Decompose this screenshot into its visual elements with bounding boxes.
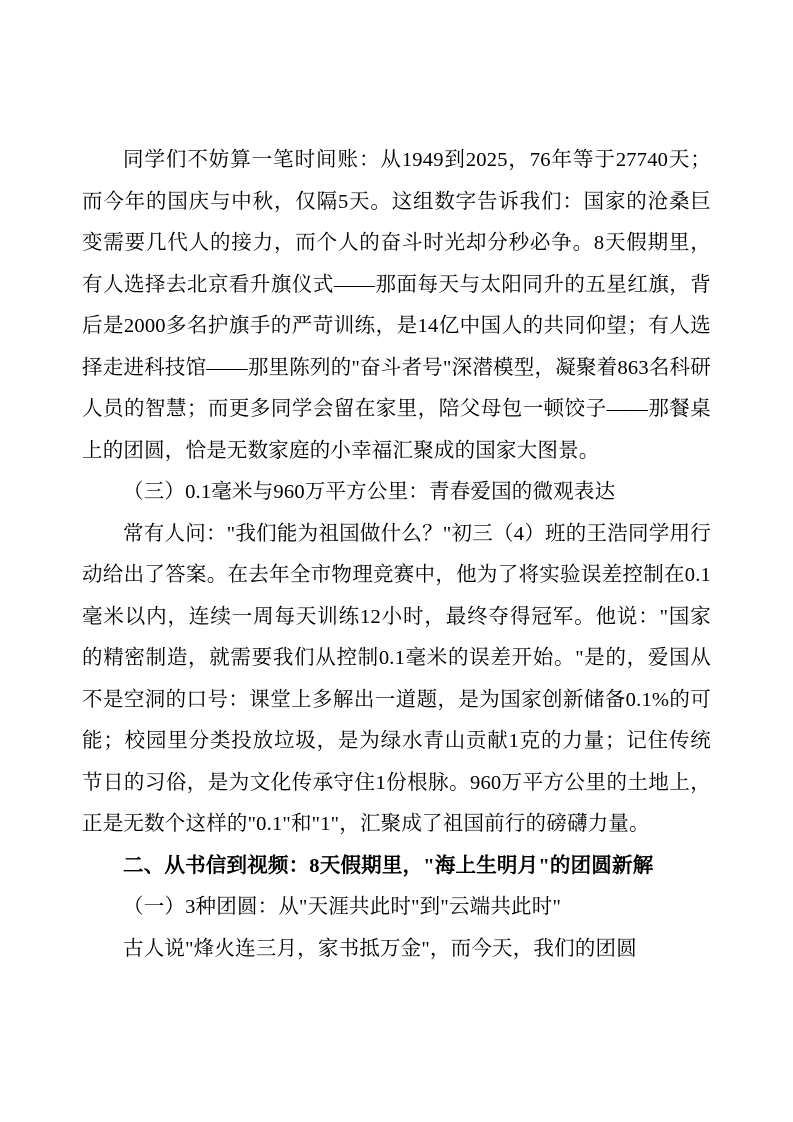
paragraph-subheading-three: （三）0.1毫米与960万平方公里：青春爱国的微观表达 [123,481,616,503]
document-body [82,140,711,970]
paragraph-ancient-saying: 古人说"烽火连三月，家书抵万金"，而今天，我们的团圆 [123,937,637,960]
paragraph-heading-two: 二、从书信到视频：8天假期里，"海上生明月"的团圆新解 [123,854,654,877]
paragraph-time-account: 同学们不妨算一笔时间账：从1949到2025，76年等于27740天；而今年的国庆与中秋，仅隔5天。这组数字告诉我们：国家的沧桑巨变需要几代人的接力，而个人的奋斗时光却分秒必争。8天假期里，有人选择去北京看升旗仪式——那面每天与太阳同升的五星红旗，背后是2000多名护旗手的严苛训练，是14亿中国人的共同仰望；有人选择走进科技馆——那里陈列的"奋斗者号"深潜模型，凝聚着863名科研人员的智慧；而更多同学会留在家里，陪父母包一顿饺子——那餐桌上的团圆，恰是无数家庭的小幸福汇聚成的国家大图景。 [82,149,711,462]
paragraph-subheading-one: （一）3种团圆：从"天涯共此时"到"云端共此时" [123,896,562,918]
paragraph-wanghao: 常有人问："我们能为祖国做什么？"初三（4）班的王浩同学用行动给出了答案。在去年全市物理竞赛中，他为了将实验误差控制在0.1毫米以内，连续一周每天训练12小时，最终夺得冠军。他说："国家的精密制造，就需要我们从控制0.1毫米的误差开始。"是的，爱国从不是空洞的口号：课堂上多解出一道题，是为国家创新储备0.1%的可能；校园里分类投放垃圾，是为绿水青山贡献1克的力量；记住传统节日的习俗，是为文化传承守住1份根脉。960万平方公里的土地上，正是无数个这样的"0.1"和"1"，汇聚成了祖国前行的磅礴力量。 [82,522,711,835]
